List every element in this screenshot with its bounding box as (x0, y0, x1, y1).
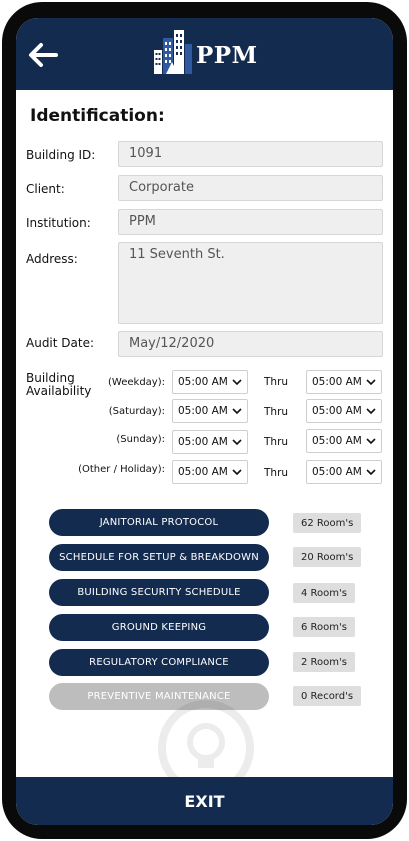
chevron-down-icon (232, 437, 242, 447)
saturday-from-select[interactable] (172, 399, 248, 423)
address-field[interactable]: 11 Seventh St. (118, 242, 383, 324)
audit-date-label: Audit Date: (26, 336, 95, 350)
janitorial-count-badge: 62 Room's (293, 513, 361, 533)
section-title: Identification: (30, 106, 165, 126)
weekday-to-select[interactable] (306, 370, 382, 394)
audit-date-field[interactable]: May/12/2020 (118, 331, 383, 357)
ppm-logo (152, 28, 258, 78)
address-label: Address: (26, 252, 78, 266)
phone-frame (2, 2, 407, 839)
client-field[interactable]: Corporate (118, 175, 383, 201)
app-header (16, 18, 393, 90)
regulatory-compliance-button[interactable]: REGULATORY COMPLIANCE (49, 649, 269, 676)
building-id-label: Building ID: (26, 148, 96, 162)
chevron-down-icon (366, 436, 376, 446)
select-value: 05:00 AM (178, 405, 228, 417)
logo-text: PPM (196, 42, 258, 69)
select-value: 05:00 AM (312, 405, 362, 417)
janitorial-protocol-button[interactable]: JANITORIAL PROTOCOL (49, 509, 269, 536)
select-value: 05:00 AM (178, 466, 228, 478)
chevron-down-icon (366, 406, 376, 416)
preventive-maintenance-button[interactable]: PREVENTIVE MAINTENANCE (49, 683, 269, 710)
city-buildings-icon (152, 28, 194, 76)
ground-keeping-button[interactable]: GROUND KEEPING (49, 614, 269, 641)
day-label-sunday: (Sunday): (116, 434, 165, 445)
select-value: 05:00 AM (312, 435, 362, 447)
thru-label: Thru (264, 467, 289, 479)
chevron-down-icon (366, 467, 376, 477)
select-value: 05:00 AM (312, 466, 362, 478)
thru-label: Thru (264, 406, 289, 418)
ground-keeping-count-badge: 6 Room's (293, 617, 355, 637)
thru-label: Thru (264, 376, 289, 388)
sunday-from-select[interactable] (172, 430, 248, 454)
building-id-field[interactable]: 1091 (118, 141, 383, 167)
holiday-to-select[interactable] (306, 460, 382, 484)
weekday-from-select[interactable] (172, 370, 248, 394)
back-button[interactable] (26, 40, 60, 70)
chevron-down-icon (232, 377, 242, 387)
exit-button[interactable]: EXIT (16, 777, 393, 825)
select-value: 05:00 AM (178, 436, 228, 448)
availability-label-line1: Building (26, 371, 75, 385)
select-value: 05:00 AM (312, 376, 362, 388)
schedule-setup-breakdown-button[interactable]: SCHEDULE FOR SETUP & BREAKDOWN (49, 544, 269, 571)
select-value: 05:00 AM (178, 376, 228, 388)
thru-label: Thru (264, 436, 289, 448)
building-availability-label (26, 372, 91, 398)
client-label: Client: (26, 182, 65, 196)
sunday-to-select[interactable] (306, 429, 382, 453)
regulatory-count-badge: 2 Room's (293, 652, 355, 672)
schedule-count-badge: 20 Room's (293, 547, 361, 567)
institution-label: Institution: (26, 216, 91, 230)
availability-label-line2: Availability (26, 384, 92, 398)
building-security-schedule-button[interactable]: BUILDING SECURITY SCHEDULE (49, 579, 269, 606)
preventive-count-badge: 0 Record's (293, 686, 361, 706)
day-label-holiday: (Other / Holiday): (78, 464, 165, 475)
institution-field[interactable]: PPM (118, 209, 383, 235)
security-count-badge: 4 Room's (293, 583, 355, 603)
chevron-down-icon (232, 467, 242, 477)
chevron-down-icon (232, 406, 242, 416)
day-label-weekday: (Weekday): (108, 377, 165, 388)
arrow-left-icon (26, 40, 60, 70)
holiday-from-select[interactable] (172, 460, 248, 484)
chevron-down-icon (366, 377, 376, 387)
saturday-to-select[interactable] (306, 399, 382, 423)
day-label-saturday: (Saturday): (108, 406, 165, 417)
app-screen (16, 18, 393, 825)
